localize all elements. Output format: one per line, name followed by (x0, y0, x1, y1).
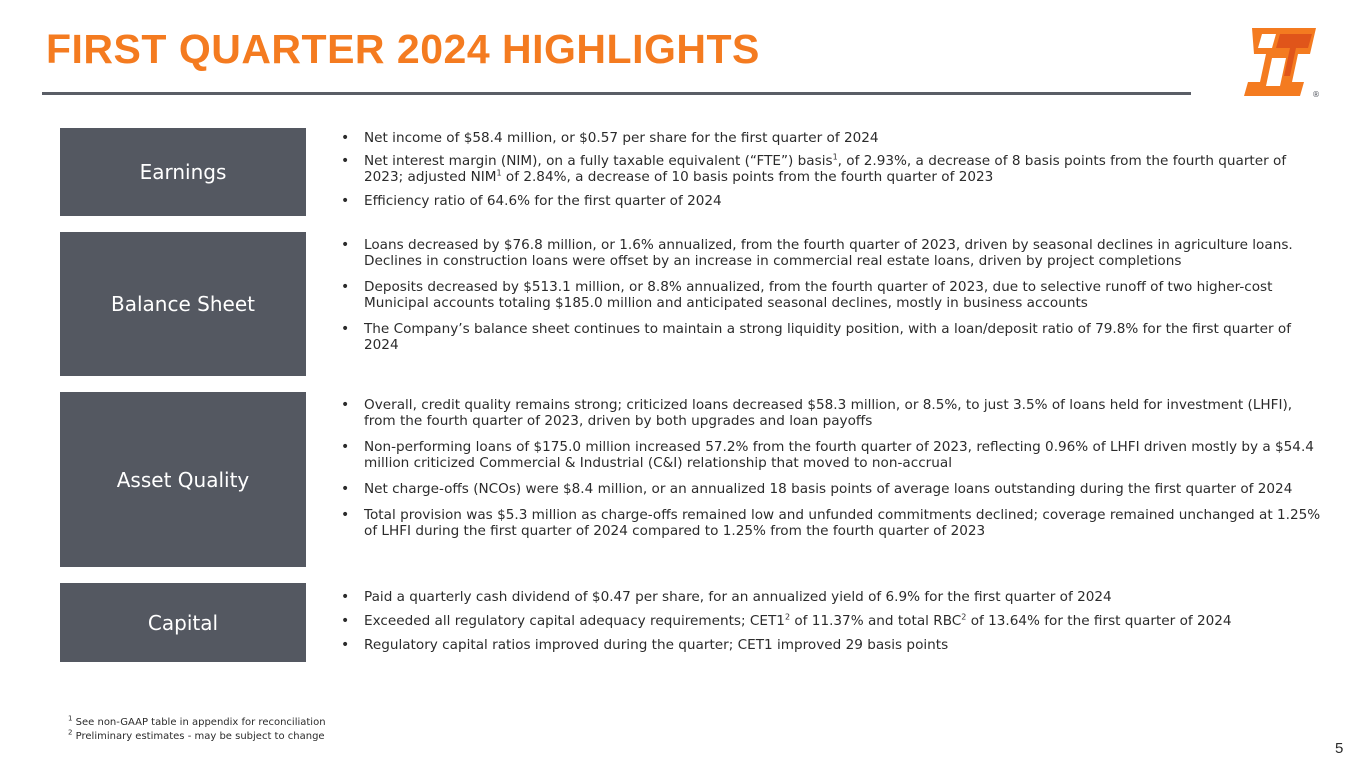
page-number: 5 (1335, 740, 1344, 757)
footnotes (68, 716, 326, 744)
registered-mark: ® (1312, 90, 1320, 99)
list-item: • Net charge-offs (NCOs) were $8.4 million, or an annualized 18 basis points of average loans outstanding during the first quarter of 2024 (338, 481, 1328, 497)
capital-bullets (338, 589, 1328, 653)
page-title: FIRST QUARTER 2024 HIGHLIGHTS (46, 26, 760, 72)
footnote-2: $^2$ Preliminary estimates - may be subject to change (68, 728, 325, 742)
list-item: • Overall, credit quality remains strong; criticized loans decreased $58.3 million, or 8.5%, to just 3.5% of loans held for investment (LHFI), from the fourth quarter of 2023, driven by both upgrades and loan payoffs (338, 397, 1328, 429)
list-item: • Total provision was $5.3 million as charge-offs remained low and unfunded commitments declined; coverage remained unchanged at 1.25% of LHFI during the first quarter of 2024 compared to 1.25% from the fourth quarter of 2023 (338, 507, 1328, 539)
earnings-bullets (338, 130, 1328, 209)
list-item: • Non-performing loans of $175.0 million increased 57.2% from the fourth quarter of 2023, reflecting 0.96% of LHFI driven mostly by a $54.4 million criticized Commercial & Industrial (C&I) relationship that moved to non-accrual (338, 439, 1328, 471)
list-item: • Loans decreased by $76.8 million, or 1.6% annualized, from the fourth quarter of 2023, driven by seasonal declines in agriculture loans. Declines in construction loans were offset by an increase in commercial real estate loans, driven by project completions (338, 237, 1328, 269)
company-logo-icon (1240, 24, 1322, 100)
list-item: • Deposits decreased by $513.1 million, or 8.8% annualized, from the fourth quarter of 2023, due to selective runoff of two higher-cost Municipal accounts totaling $185.0 million and anticipated seasonal declines, mostly in business accounts (338, 279, 1328, 311)
section-label-balance-sheet: Balance Sheet (60, 232, 306, 376)
section-label-capital: Capital (60, 583, 306, 662)
asset-quality-bullets (338, 397, 1328, 539)
title-divider (42, 92, 1191, 95)
list-item: • The Company’s balance sheet continues to maintain a strong liquidity position, with a loan/deposit ratio of 79.8% for the first quarter of 2024 (338, 321, 1328, 353)
section-label-asset-quality: Asset Quality (60, 392, 306, 567)
list-item: • Net income of $58.4 million, or $0.57 per share for the first quarter of 2024 (338, 130, 1328, 146)
section-label-earnings: Earnings (60, 128, 306, 216)
list-item: • Exceeded all regulatory capital adequacy requirements; $CET1^2$ of 11.37% and total RBC$^2$ of 13.64% for the first quarter of 2024 (338, 613, 1328, 629)
list-item: • Regulatory capital ratios improved during the quarter; CET1 improved 29 basis points (338, 637, 1328, 653)
list-item: • Paid a quarterly cash dividend of $0.47 per share, for an annualized yield of 6.9% for the first quarter of 2024 (338, 589, 1328, 605)
list-item: • Efficiency ratio of 64.6% for the first quarter of 2024 (338, 193, 1328, 209)
balance-sheet-bullets (338, 237, 1328, 353)
footnote-1: $^1$ See non-GAAP table in appendix for reconciliation (68, 714, 326, 728)
company-logo (1240, 24, 1322, 100)
list-item: • Net interest margin (NIM), on a fully taxable equivalent (“FTE”) basis$^1$, of 2.93%, a decrease of 8 basis points from the fourth quarter of 2023; adjusted NIM$^1$ of 2.84%, a decrease of 10 basis points from the fourth quarter of 2023 (338, 153, 1328, 185)
